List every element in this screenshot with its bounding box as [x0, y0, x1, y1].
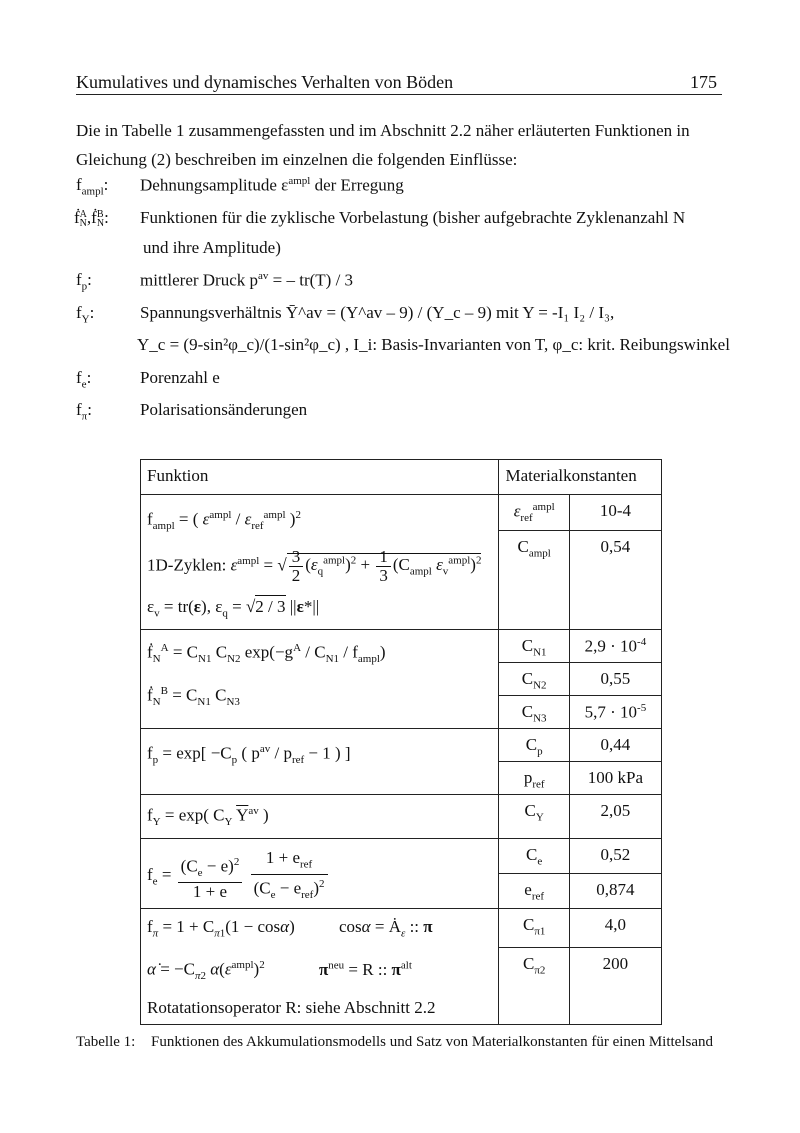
page-number: 175 [690, 72, 717, 92]
formula-fY: $f_Y = \exp$( $C_Y$ $\overline{Y}^{av}$ ) [147, 805, 269, 829]
const-value: 0,874 [569, 874, 661, 909]
definition-symbol: $f_{ampl}$: [76, 175, 109, 198]
running-header-title: Kumulatives und dynamisches Verhalten von Böden [76, 72, 454, 92]
definition-symbol: $f_\pi$: [76, 400, 92, 423]
definition-symbol: $f_p$: [76, 270, 92, 293]
const-value: 100 kPa [569, 762, 661, 795]
formula-fpi: $f_\pi = 1 + C_{\pi 1}(1 - \cos\alpha) \cos\alpha$ = $Ȧ_\varepsilon$ :: π [147, 916, 433, 940]
definition-text: Spannungsverhältnis Ȳ^av = (Y^av – 9) / (Y_c – 9) mit Y = -I₁ I₂ / I₃, [140, 303, 615, 322]
table-header-row [141, 460, 662, 495]
const-value: 0,52 [569, 839, 661, 874]
definition-symbol: $f_Y$: [76, 303, 95, 326]
definition-text: Funktionen für die zyklische Vorbelastung (bisher aufgebrachte Zyklenanzahl N [140, 208, 686, 227]
const-name-cy: $C_Y$ [499, 795, 569, 839]
const-name-cn2: $C_{N2}$ [499, 663, 569, 696]
definition-symbol: $f_e$: [76, 368, 92, 391]
const-value: 200 [569, 948, 661, 1025]
intro-paragraph: Die in Tabelle 1 zusammengefassten und im Abschnitt 2.2 näher erläuterten Funktionen in Gleichung (2) beschreiben im einzelnen die folgenden Einflüsse: [76, 121, 690, 169]
const-value: 0,55 [569, 663, 661, 696]
const-value: $2,9 \cdot 10^{-4}$ [569, 630, 661, 663]
formula-eps-v-eps-q: $\varepsilon_v = tr(\varepsilon)$, $\varepsilon_q = √2 / 3$ ||ε*|| [147, 597, 320, 620]
formula-alpha-dot: α̇ = $-C_{\pi 2}$ $\alpha(\varepsilon^{ampl})^2$ $\pi^{neu} = R$ :: $\pi^{alt}$ [147, 959, 412, 983]
header-materialkonstanten: Materialkonstanten [499, 460, 662, 495]
definition-text: Polarisationsänderungen [140, 400, 308, 419]
const-name-eps-ref: $\varepsilon_{ref}^{ampl}$ [499, 495, 569, 531]
formula-fN-B: ḟ$_N^B$ = $C_{N1}$ $C_{N3}$ [147, 685, 240, 709]
const-name-cpi1: $C_{\pi 1}$ [499, 908, 569, 947]
definition-text: Porenzahl e [140, 368, 220, 387]
definition-text: Dehnungsamplitude $\varepsilon^{ampl}$ der Erregung [140, 175, 404, 195]
const-value: 4,0 [569, 908, 661, 947]
table-row [141, 630, 662, 663]
table-row [141, 908, 662, 947]
formula-f-ampl: $f_{ampl}$ = ( $\varepsilon^{ampl} / \varepsilon_{ref}^{ampl}$ )$^2$ [147, 509, 301, 533]
const-name-ce: $C_e$ [499, 839, 569, 874]
formula-1d-cycles: 1D-Zyklen: $\varepsilon^{ampl}$ = √ $\frac{3}{2}$ $(\varepsilon_q^{ampl})^2$ + $\frac{1}{3}$ ($C_{ampl}$ $\varepsilon_v^{ampl})^2$ [147, 547, 482, 586]
rotation-operator-note: Rotatationsoperator R: siehe Abschnitt 2.2 [147, 998, 436, 1018]
table-row [141, 795, 662, 839]
definition-symbol: ḟ A N ,ḟ B N : [74, 208, 109, 230]
const-value: $5,7 \cdot 10^{-5}$ [569, 696, 661, 729]
const-name-eref: $e_{ref}$ [499, 874, 569, 909]
formula-fN-A: ḟ$_N^A$ = $C_{N1}$ $C_{N2}$ $\exp(-g^A / C_{N1} / f_{ampl})$ [147, 642, 386, 666]
const-name-cp: $C_p$ [499, 729, 569, 762]
caption-label: Tabelle 1: [76, 1034, 136, 1050]
formula-fp: $f_p = \exp[ -C_p$ ( $p^{av} / p_{ref} - 1$ ) ] [147, 743, 351, 767]
table-row [141, 839, 662, 874]
table-row [141, 495, 662, 531]
caption-text: Funktionen des Akkumulationsmodells und Satz von Materialkonstanten für einen Mittelsand [151, 1034, 714, 1050]
const-value: 2,05 [569, 795, 661, 839]
formula-fe: $f_e$ = $\frac{(C_e - e)^2}{1 + e}$ $\frac{1 + e_{ref}}{(C_e - e_{ref})^2}$ [141, 839, 498, 907]
const-name-cpi2: $C_{\pi 2}$ [499, 948, 569, 1025]
header-rule [76, 94, 722, 95]
const-name-cn1: $C_{N1}$ [499, 630, 569, 663]
const-value: 0,54 [569, 531, 661, 630]
const-name-cn3: $C_{N3}$ [499, 696, 569, 729]
material-constants-table [140, 459, 662, 1025]
const-name-c-ampl: $C_{ampl}$ [499, 531, 569, 630]
const-value: 0,44 [569, 729, 661, 762]
table-row [141, 729, 662, 762]
definition-text: mittlerer Druck $p^{av}$ = – tr(T) / 3 [140, 270, 354, 290]
const-name-pref: $p_{ref}$ [499, 762, 569, 795]
const-value: 10-4 [569, 495, 661, 531]
header-funktion: Funktion [141, 460, 499, 495]
